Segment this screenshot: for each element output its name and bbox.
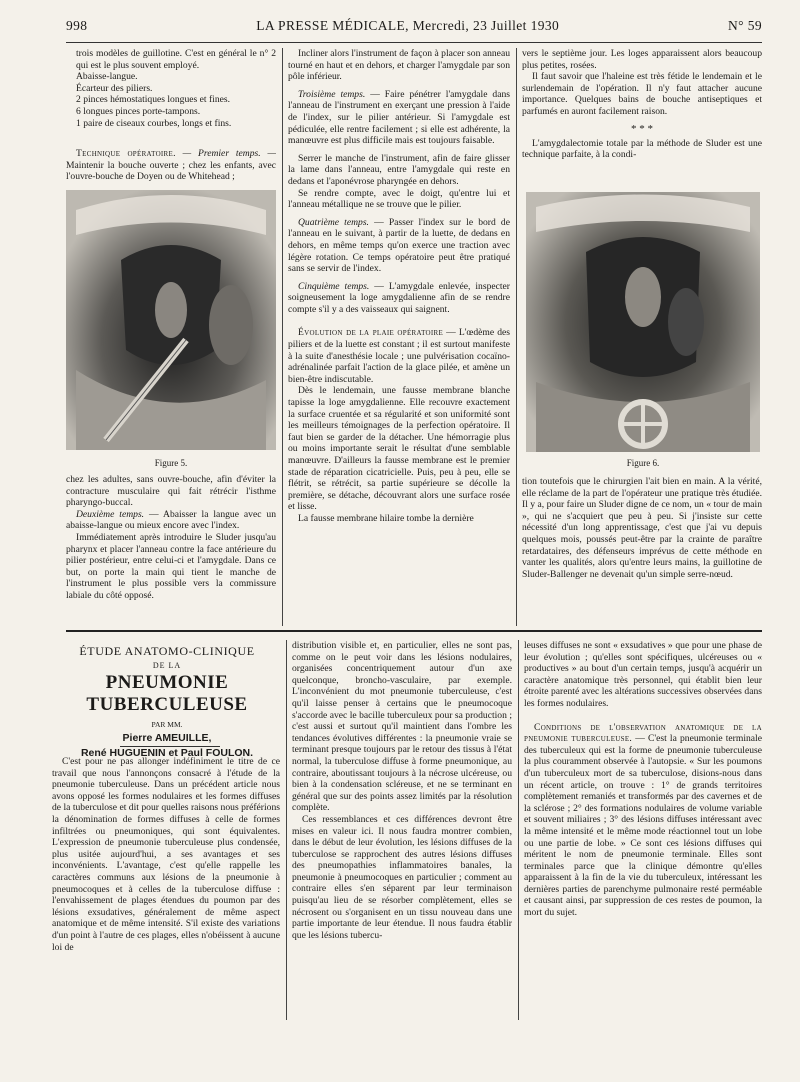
header-rule — [66, 42, 762, 43]
paragraph — [524, 722, 762, 919]
paragraph: La fausse membrane hilaire tombe la dernière — [298, 512, 474, 524]
subsection-label: Quatrième temps. — [298, 216, 369, 228]
page-header — [66, 18, 762, 40]
paragraph: chez les adultes, sans ouvre-bouche, afin d'éviter la contracture musculaire qui fait rétrécir l'isthme pharyngo-buccal. — [66, 474, 276, 509]
section-label: Évolution de la plaie opératoire — [298, 327, 444, 339]
bottom-col-3 — [524, 640, 762, 1020]
paragraph: Ces ressemblances et ces différences devront être mises en valeur ici. Il nous faudra montrer combien, dans le début de leur évolution, les lésions diffuses de la tuberculose se rapprochent des autres lésions diffuses des pneumopathies inflammatoires banales, la pneumonie à pneumocoques en particulier ; comment au contraire elles s'en séparent par leur terminaison puisqu'au lieu de se résorber complètement, elles se nécrosent ou s'organisent en un tissu nouveau dans une partie importante de leur étendue. Il nous faudra établir que les lésions tubercu- — [292, 813, 512, 941]
top-col-1-upper — [66, 48, 276, 140]
paragraph: leuses diffuses ne sont « exsudatives » que pour une phase de leur évolution ; qu'elles sont spécifiques, ulcéreuses ou « productives » au bout d'un certain temps, jusqu'à acquérir un caractère anatomique très personnel, qui établit bien leur étroite parenté avec les altérations successives observées dans les formes nodulaires. — [524, 640, 762, 709]
throat-illustration-icon — [66, 190, 276, 450]
subsection-label: Deuxième temps. — [76, 508, 145, 520]
paragraph — [288, 217, 510, 275]
column-divider — [518, 640, 519, 1020]
article-title: PNEUMONIE TUBERCULEUSE — [86, 672, 248, 715]
paragraph: L'amygdalectomie totale par la méthode de Sluder est une technique parfaite, à la condi- — [522, 137, 762, 161]
paragraph: Incliner alors l'instrument de façon à placer son anneau tourné en haut et en dehors, et charger l'amygdale par son pôle inférieur. — [288, 48, 510, 83]
paragraph-text: — C'est la pneumonie terminale des tuberculeux qui est la forme de pneumonie tuberculeuse la plus couramment observée à l'autopsie. « Sur les poumons d'un tuberculeux mort de sa tuberculose, disions-nous dans un récent article, on trouve : 1° de grands territoires complètement remaniés et transformés par des cavernes et de la sclérose ; 2° des formations nodulaires de volume variable et souvent miliaires ; 3° des lésions diffuses intéressant avec la même intensité et le même mode réactionnel tout un lobe ou une partie de lobe. » Ce sont ces lésions diffuses qui méritent le nom de pneumonie terminale. Elles sont terminales parce que la clinique démontre qu'elles apparaissent à la fin de la vie du tuberculeux, intéressant les dernières parties de parenchyme pulmonaire resté perméable et causant ainsi, par suppression de ces restes de poumon, la mort du sujet. — [524, 733, 762, 919]
paragraph — [288, 327, 510, 385]
figure-6-image — [526, 192, 760, 452]
subsection-label: — Premier temps. — — [175, 148, 276, 159]
top-col-2 — [288, 48, 510, 626]
byline-prefix: PAR MM. — [151, 720, 183, 729]
throat-illustration-icon — [526, 192, 760, 452]
paragraph: tion toutefois que le chirurgien l'ait bien en main. A la vérité, elle réclame de la part de l'opérateur une pratique très étudiée. Il y a, pour faire un Sluder digne de ce nom, un « tour de main », qui ne s'acquiert que peu à peu. Si j'insiste sur cette nécessité d'un long apprentissage, c'est que j'ai vu depuis quelques mois, poussés peut-être par la crainte de paraître retardataires, des défenseurs imprévus de cette méthode en vanter les qualités, alors qu'entre leurs mains, la guillotine de Sluder-Ballenger ne devenait qu'un simple serre-nœud. — [522, 476, 762, 580]
list-item: 6 longues pinces porte-tampons. — [76, 105, 201, 117]
paragraph — [66, 148, 276, 183]
issue-number: N° 59 — [727, 18, 762, 33]
figure-5-image — [66, 190, 276, 450]
heading-rule — [120, 746, 220, 747]
paragraph: Serrer le manche de l'instrument, afin de faire glisser la lame dans l'anneau, entre l'amygdale qui reste en dedans et l'aponévrose pharyngée en dehors. — [288, 152, 510, 187]
paragraph-text: — L'amygdale enlevée, inspecter soigneusement la loge amygdalienne afin de se rendre compte s'il y a des vaisseaux qui saignent. — [288, 280, 510, 315]
list-item: Abaisse-langue. — [76, 71, 138, 83]
paragraph — [288, 89, 510, 147]
section-label: Conditions de l'observation anatomique de la pneumonie tuberculeuse. — [524, 721, 762, 745]
page-number: 998 — [66, 18, 88, 33]
section-rule — [66, 630, 762, 632]
subsection-label: Troisième temps. — [298, 88, 366, 100]
column-divider — [282, 48, 283, 626]
column-divider — [286, 640, 287, 1020]
paragraph — [288, 281, 510, 316]
bottom-col-1 — [52, 756, 280, 1018]
list-item: 1 paire de ciseaux courbes, longs et fins. — [76, 117, 232, 129]
top-col-3-upper — [522, 48, 762, 186]
paragraph-text: — L'œdème des piliers et de la luette est constant ; il est surtout manifeste à la suite d'anesthésie locale ; une pulvérisation cocaïno-adrénalinée parfait l'action de la glace pilée, et amène un bien-être indiscutable. — [288, 327, 510, 385]
top-col-1-lower — [66, 474, 276, 622]
paragraph: trois modèles de guillotine. C'est en général le n° 2 qui est le plus souvent employé. — [76, 48, 276, 71]
paragraph-text: — Passer l'index sur le bord de l'anneau en le suivant, à partir de la luette, de dedans en dehors, en même temps qu'on exerce une traction avec légère rotation. Ce temps opératoire peut être pratiqué sans se servir de l'index. — [288, 216, 510, 275]
paragraph: Immédiatement après introduire le Sluder jusqu'au pharynx et placer l'anneau contre la face antérieure du pilier postérieur, entre celui-ci et l'amygdale. Dans ce but, on porte la main qui tient le manche de l'instrument le plus possible vers la commissure labiale du côté opposé. — [66, 531, 276, 601]
list-item: 2 pinces hémostatiques longues et fines. — [76, 94, 231, 106]
top-col-1-technique — [66, 148, 276, 188]
paragraph: Dès le lendemain, une fausse membrane blanche tapisse la loge amygdalienne. Elle recouvre exactement la surface cruentée et sa régularité et son uniformité sont les meilleurs témoignages de la perfection opératoire. Il faut bien se garder de la détacher. Une hémorragie plus ou moins importante serait le résultat d'une semblable manœuvre. D'ailleurs la fausse membrane est le premier stade de réparation cicatricielle. Puis, peu à peu, elle se flétrit, se rétrécit, sa partie supérieure se décolle la première, se détache, découvrant alors une surface rosée et lisse. — [288, 385, 510, 513]
article-title-line2: DE LA — [152, 661, 182, 670]
section-separator: * * * — [631, 122, 653, 135]
paragraph-text: — Abaisser la langue avec un abaisse-langue ou mieux encore avec l'index. — [66, 508, 276, 532]
paragraph — [66, 509, 276, 532]
article-title-line1: ÉTUDE ANATOMO-CLINIQUE — [79, 644, 255, 658]
paragraph: C'est pour ne pas allonger indéfiniment le titre de ce travail que nous l'annonçons consacré à l'étude de la pneumonie tuberculeuse. Dans un précédent article nous avons opposé les formes nodulaires et les formes diffuses de la tuberculose et dit pour quelles raisons nous préférions la dénomination de formes diffuses à celle de formes infiltrées ou pneumoniques, qui sont équivalentes. L'expression de pneumonie tuberculeuse plus condensée, plus usitée aujourd'hui, a ses avantages et ses inconvénients. L'avantage, c'est qu'elle rappelle les caractères communs aux lésions de la pneumonie à pneumocoques et à celles de la tuberculose diffuse : l'envahissement de plages étendues du poumon par des lésions exsudatives, généralement de même aspect anatomique et de même intensité. S'il existe des variations d'un point à l'autre de ces plages, elles n'obéissent à aucune loi de — [52, 756, 280, 953]
paragraph: Il faut savoir que l'haleine est très fétide le lendemain et le surlendemain de l'opération. Il n'y faut attacher aucune importance. Quelques bains de bouche antiseptiques et parfumés en auront facilement raison. — [522, 71, 762, 117]
author-line-2: René HUGUENIN et Paul FOULON. — [80, 747, 254, 759]
figure-6-caption: Figure 6. — [626, 458, 660, 468]
list-item: Écarteur des piliers. — [76, 82, 153, 94]
bottom-col-2 — [292, 640, 512, 1020]
top-col-3-lower — [522, 476, 762, 626]
journal-title: LA PRESSE MÉDICALE, Mercredi, 23 Juillet 1930 — [256, 18, 560, 33]
paragraph-text: Maintenir la bouche ouverte ; chez les enfants, avec l'ouvre-bouche de Doyen ou de Whitehead ; — [66, 159, 276, 183]
figure-5-caption: Figure 5. — [154, 458, 188, 468]
article-heading — [52, 640, 282, 761]
paragraph: vers le septième jour. Les loges apparaissent alors beaucoup plus petites, rosées. — [522, 48, 762, 71]
paragraph: distribution visible et, en particulier, elles ne sont pas, comme on le peut voir dans les lésions nodulaires, organisées concentriquement autour d'un axe quelconque, broncho-vasculaire, par exemple. L'inconvénient du mot pneumonie tuberculeuse, c'est qu'il laisse penser à certains que le pneumocoque s'accorde avec le bacille tuberculeux pour sa production ; c'est aussi et surtout qu'il maintient dans l'ombre les tendances évolutives différentes : la pneumonie vraie se terminant presque toujours par le retour des tissus à l'état normal, la tuberculose diffuse à forme pneumonique, au contraire, aboutissant toujours à la nécrose ulcéreuse, ou bien à la condensation scléreuse, et ne se terminant en général que sur des points assez limités par la résolution complète. — [292, 640, 512, 814]
column-divider — [516, 48, 517, 626]
paragraph: Se rendre compte, avec le doigt, qu'entre lui et l'anneau métallique ne se trouve que le pilier. — [288, 187, 510, 211]
paragraph-text: — Faire pénétrer l'amygdale dans l'anneau de l'instrument en exerçant une pression à l'aide de l'index, sur le pilier antérieur. Si l'amygdale est pédiculée, elle rentre facilement ; si elle est adhérente, la manœuvre est plus difficile mais est toujours faisable. — [288, 88, 510, 147]
subsection-label: Cinquième temps. — [298, 280, 370, 292]
section-label: Technique opératoire. — [76, 148, 176, 159]
author-line-1: Pierre AMEUILLE, — [122, 732, 212, 744]
